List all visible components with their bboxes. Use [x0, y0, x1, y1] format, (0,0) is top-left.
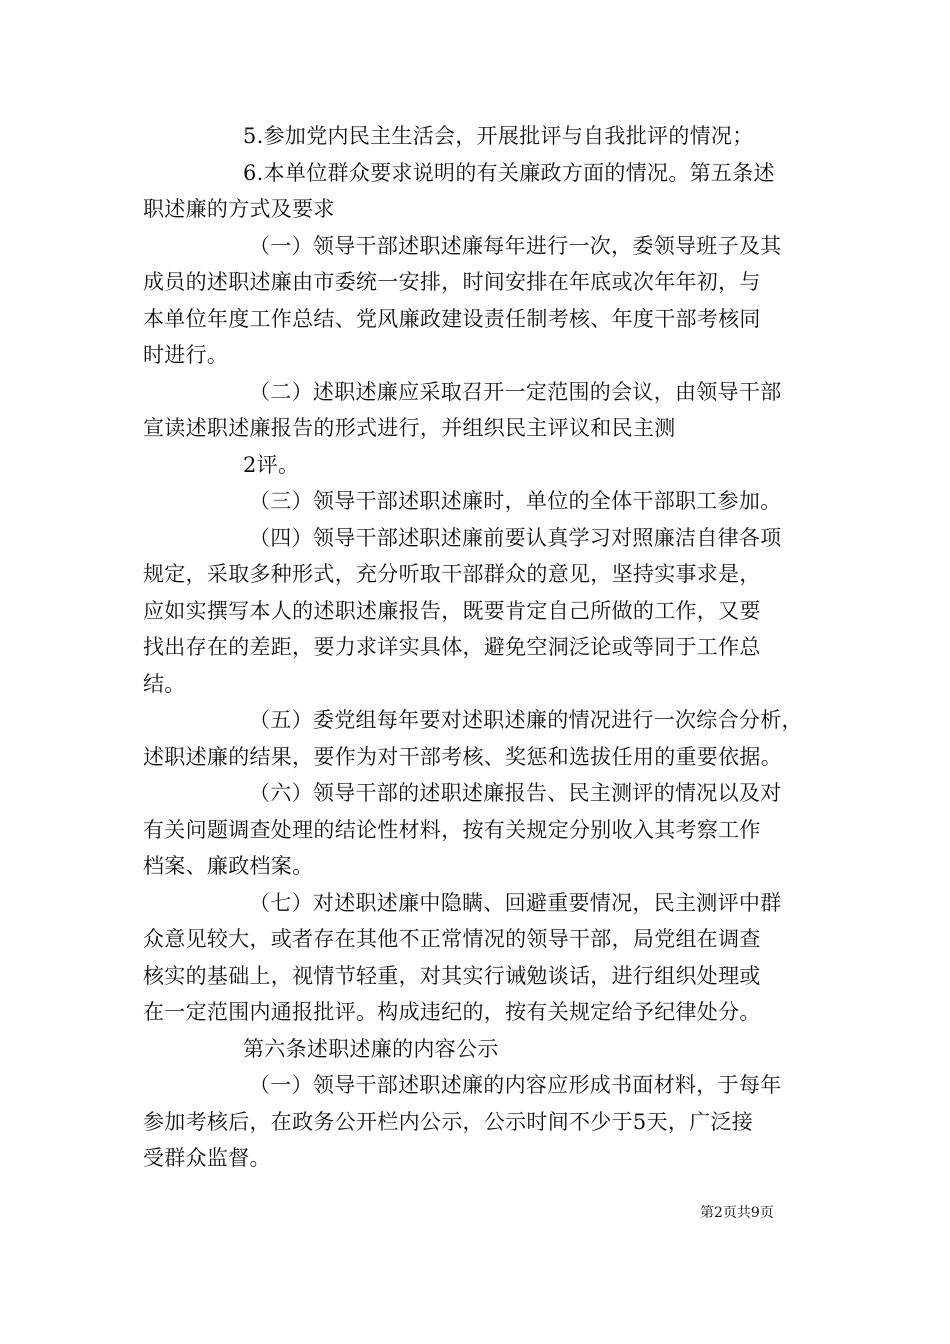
text-line: 规定，采取多种形式，充分听取干部群众的意见，坚持实事求是， [143, 562, 761, 586]
document-body [143, 118, 807, 1177]
text-line: 职述廉的方式及要求 [143, 197, 335, 221]
text-line: 核实的基础上，视情节轻重，对其实行诫勉谈话，进行组织处理或 [143, 963, 761, 988]
text-line: 受群众监督。 [143, 1146, 271, 1170]
text-line: （五）委党组每年要对述职述廉的情况进行一次综合分析， [249, 708, 803, 732]
page-number: 第2页共9页 [700, 1205, 774, 1221]
text-line: 2评。 [243, 452, 300, 477]
text-line: 有关问题调查处理的结论性材料，按有关规定分别收入其考察工作 [143, 817, 761, 842]
text-line: （六）领导干部的述职述廉报告、民主测评的情况以及对 [249, 781, 782, 805]
text-line: 在一定范围内通报批评。构成违纪的，按有关规定给予纪律处分。 [143, 1000, 761, 1024]
text-line: 找出存在的差距，要力求详实具体，避免空洞泛论或等同于工作总 [143, 635, 761, 659]
text-line: 结。 [143, 671, 186, 696]
text-line: 时进行。 [143, 343, 229, 367]
text-line: 宣读述职述廉报告的形式进行，并组织民主评议和民主测 [143, 416, 676, 440]
text-line: 第六条述职述廉的内容公示 [243, 1036, 499, 1061]
text-line: 档案、廉政档案。 [143, 854, 314, 878]
text-line: （三）领导干部述职述廉时，单位的全体干部职工参加。 [249, 489, 782, 513]
text-line: （二）述职述廉应采取召开一定范围的会议，由领导干部 [249, 379, 782, 404]
text-line: （四）领导干部述职述廉前要认真学习对照廉洁自律各项 [249, 525, 782, 550]
text-line: 成员的述职述廉由市委统一安排，时间安排在年底或次年年初，与 [143, 270, 761, 294]
text-line: 参加考核后，在政务公开栏内公示，公示时间不少于5天，广泛接 [143, 1109, 754, 1134]
text-line: 本单位年度工作总结、党风廉政建设责任制考核、年度干部考核同 [143, 306, 761, 331]
text-line: 应如实撰写本人的述职述廉报告，既要肯定自己所做的工作，又要 [143, 598, 761, 623]
text-line: （七）对述职述廉中隐瞒、回避重要情况，民主测评中群 [249, 890, 782, 915]
text-line: 5.参加党内民主生活会，开展批评与自我批评的情况； [243, 124, 754, 148]
text-line: 6.本单位群众要求说明的有关廉政方面的情况。第五条述 [243, 160, 775, 185]
text-line: （一）领导干部述职述廉的内容应形成书面材料，于每年 [249, 1073, 782, 1097]
text-line: 众意见较大，或者存在其他不正常情况的领导干部，局党组在调查 [143, 927, 761, 951]
text-line: （一）领导干部述职述廉每年进行一次，委领导班子及其 [249, 233, 782, 258]
text-line: 述职述廉的结果，要作为对干部考核、奖惩和选拔任用的重要依据。 [143, 744, 782, 769]
